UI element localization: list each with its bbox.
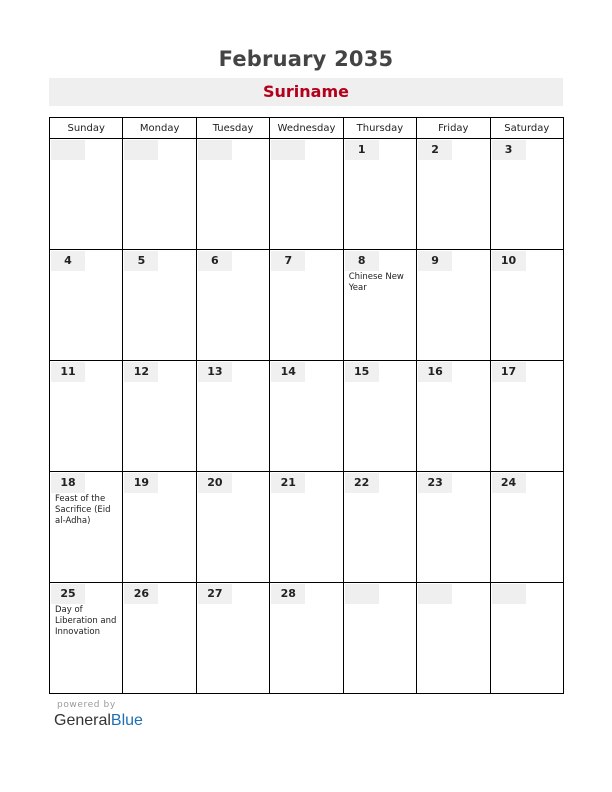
day-number: 20 [198, 473, 232, 493]
day-cell [123, 139, 196, 250]
day-number: 17 [492, 362, 526, 382]
day-number: 23 [418, 473, 452, 493]
weekday-header: Saturday [490, 118, 563, 139]
day-number: 5 [124, 251, 158, 271]
day-number [345, 584, 379, 604]
day-cell [343, 472, 416, 583]
day-cell [343, 361, 416, 472]
day-number: 12 [124, 362, 158, 382]
day-number: 25 [51, 584, 85, 604]
day-cell [417, 583, 490, 694]
day-number: 3 [492, 140, 526, 160]
weekday-header: Thursday [343, 118, 416, 139]
day-number: 2 [418, 140, 452, 160]
day-cell [490, 139, 563, 250]
weekday-header: Sunday [50, 118, 123, 139]
day-number: 4 [51, 251, 85, 271]
day-cell [417, 472, 490, 583]
day-cell [196, 472, 269, 583]
day-number [124, 140, 158, 160]
week-row [50, 361, 564, 472]
day-cell [50, 583, 123, 694]
day-cell [417, 139, 490, 250]
day-number: 28 [271, 584, 305, 604]
day-number: 11 [51, 362, 85, 382]
day-number [198, 140, 232, 160]
day-number: 14 [271, 362, 305, 382]
day-number: 21 [271, 473, 305, 493]
day-cell [123, 250, 196, 361]
country-name: Suriname [263, 82, 349, 101]
day-cell [270, 583, 343, 694]
page-title: February 2035 [218, 47, 394, 71]
day-cell [417, 361, 490, 472]
weekday-header: Monday [123, 118, 196, 139]
country-banner [49, 78, 563, 106]
day-number: 10 [492, 251, 526, 271]
day-number: 13 [198, 362, 232, 382]
brand-general: General [54, 712, 111, 729]
day-cell [490, 583, 563, 694]
day-number [271, 140, 305, 160]
day-number: 1 [345, 140, 379, 160]
day-number: 16 [418, 362, 452, 382]
powered-by-label: powered by [57, 700, 116, 710]
day-cell [343, 250, 416, 361]
day-number [418, 584, 452, 604]
day-cell [196, 139, 269, 250]
week-row [50, 139, 564, 250]
day-number: 9 [418, 251, 452, 271]
day-cell [196, 583, 269, 694]
day-cell [196, 250, 269, 361]
day-cell [343, 583, 416, 694]
day-cell [417, 250, 490, 361]
day-cell [270, 250, 343, 361]
day-cell [490, 250, 563, 361]
day-cell [50, 139, 123, 250]
day-cell [50, 250, 123, 361]
day-number: 7 [271, 251, 305, 271]
day-cell [270, 139, 343, 250]
day-cell [490, 472, 563, 583]
holiday-label: Chinese New Year [348, 272, 404, 293]
generalblue-logo[interactable] [54, 712, 143, 730]
day-cell [343, 139, 416, 250]
calendar-grid [49, 117, 564, 694]
day-cell [270, 361, 343, 472]
holiday-label: Feast of the Sacrifice (Eid al-Adha) [55, 494, 111, 526]
holiday-label: Day of Liberation and Innovation [55, 605, 117, 637]
day-number [492, 584, 526, 604]
day-cell [123, 472, 196, 583]
day-cell [196, 361, 269, 472]
day-number: 18 [51, 473, 85, 493]
day-number [51, 140, 85, 160]
week-row [50, 583, 564, 694]
week-row [50, 250, 564, 361]
week-row [50, 472, 564, 583]
day-cell [123, 361, 196, 472]
day-cell [490, 361, 563, 472]
weekday-header-row [50, 118, 564, 139]
day-number: 8 [345, 251, 379, 271]
day-cell [123, 583, 196, 694]
day-number: 15 [345, 362, 379, 382]
day-cell [270, 472, 343, 583]
weekday-header: Tuesday [196, 118, 269, 139]
day-cell [50, 361, 123, 472]
day-number: 19 [124, 473, 158, 493]
day-cell [50, 472, 123, 583]
brand-blue: Blue [110, 712, 143, 729]
weekday-header: Wednesday [270, 118, 343, 139]
day-number: 27 [198, 584, 232, 604]
day-number: 6 [198, 251, 232, 271]
weekday-header: Friday [417, 118, 490, 139]
day-number: 26 [124, 584, 158, 604]
day-number: 22 [345, 473, 379, 493]
day-number: 24 [492, 473, 526, 493]
